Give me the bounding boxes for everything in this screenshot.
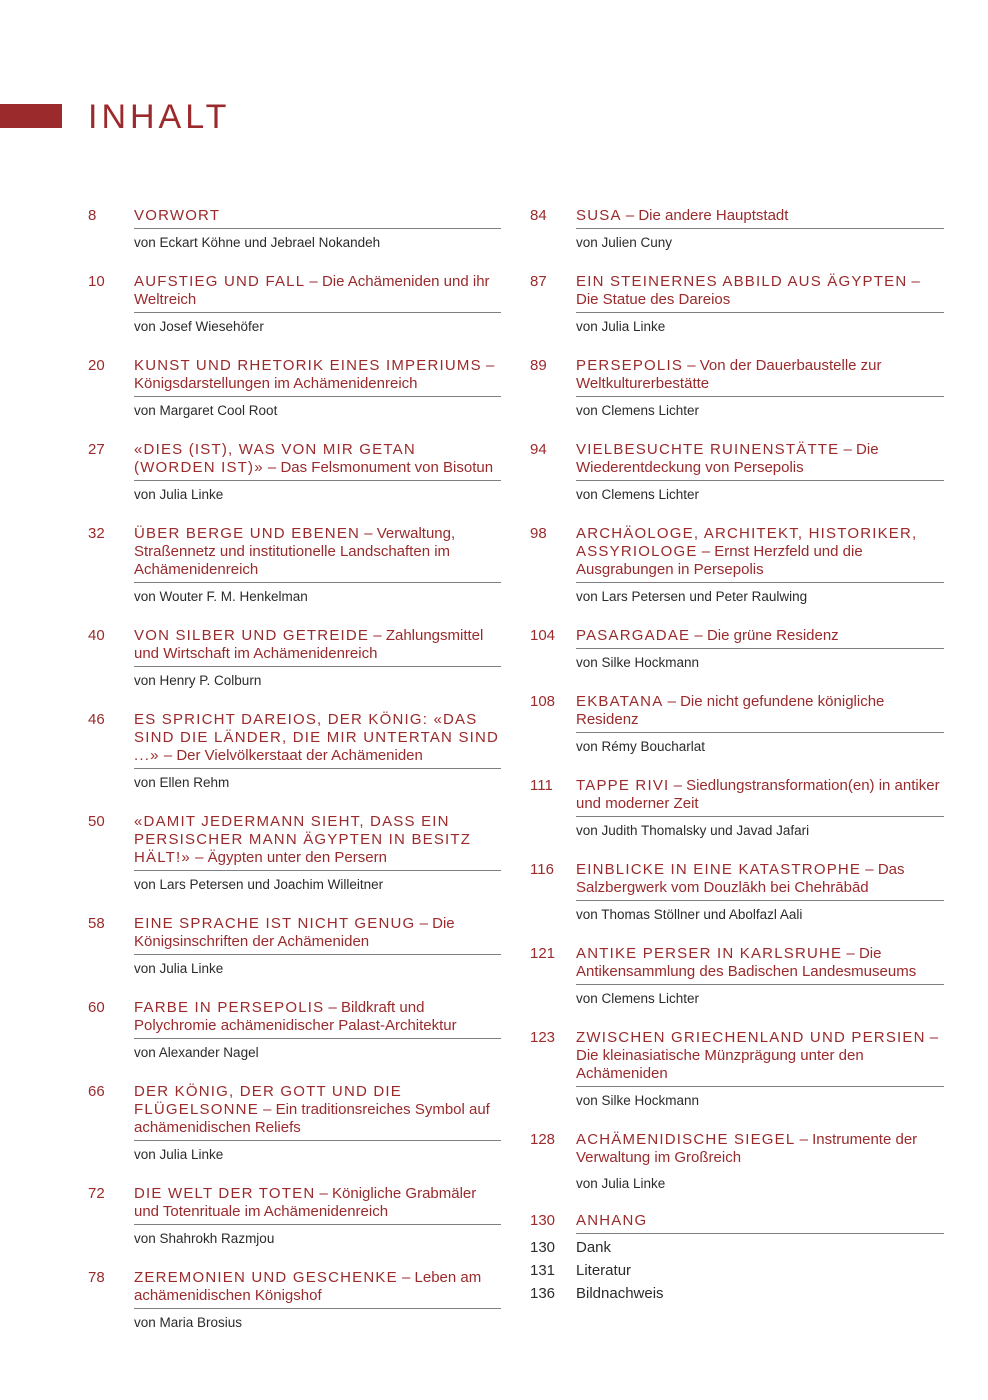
toc-entry[interactable]: [530, 1027, 944, 1109]
entry-author: von Clemens Lichter: [576, 991, 700, 1006]
entry-title: VON SILBER UND GETREIDE – Zahlungsmittel und Wirtschaft im Achämenidenreich: [134, 625, 501, 667]
entry-author: von Josef Wiesehöfer: [134, 319, 264, 334]
entry-title: ARCHÄOLOGE, ARCHITEKT, HISTORIKER, ASSYRIOLOGE – Ernst Herzfeld und die Ausgrabungen in Persepolis: [576, 523, 944, 583]
entry-title: SUSA – Die andere Hauptstadt: [576, 205, 944, 229]
entry-title: ÜBER BERGE UND EBENEN – Verwaltung, Straßennetz und institutionelle Landschaften im Achämenidenreich: [134, 523, 501, 583]
toc-entry[interactable]: [530, 943, 944, 1007]
appendix-item[interactable]: [530, 1239, 944, 1257]
toc-entry[interactable]: [88, 913, 501, 977]
page-number: 46: [88, 711, 105, 728]
entry-author: von Lars Petersen und Peter Raulwing: [576, 589, 808, 604]
toc-entry[interactable]: [88, 997, 501, 1061]
toc-entry[interactable]: [530, 1129, 944, 1192]
entry-title: EKBATANA – Die nicht gefundene königliche Residenz: [576, 691, 944, 733]
page-number: 108: [530, 693, 556, 710]
entry-title: DER KÖNIG, DER GOTT UND DIE FLÜGELSONNE – Ein traditionsreiches Symbol auf achämenidischen Reliefs: [134, 1081, 501, 1141]
toc-entry[interactable]: [88, 439, 501, 503]
entry-author: von Margaret Cool Root: [134, 403, 278, 418]
toc-entry[interactable]: [88, 811, 501, 893]
page-number: 87: [530, 273, 547, 290]
entry-author: von Ellen Rehm: [134, 775, 230, 790]
page-number: 72: [88, 1185, 105, 1202]
toc-entry[interactable]: [530, 859, 944, 923]
entry-title: «DIES (IST), WAS VON MIR GETAN (WORDEN IST)» – Das Felsmonument von Bisotun: [134, 439, 501, 481]
appendix-item[interactable]: [530, 1285, 944, 1303]
page-number: 128: [530, 1131, 556, 1148]
entry-author: von Shahrokh Razmjou: [134, 1231, 275, 1246]
entry-author: von Julia Linke: [134, 961, 224, 976]
entry-title: ACHÄMENIDISCHE SIEGEL – Instrumente der Verwaltung im Großreich: [576, 1131, 918, 1166]
page-number: 94: [530, 441, 547, 458]
entry-author: von Lars Petersen und Joachim Willeitner: [134, 877, 384, 892]
page-number: 20: [88, 357, 105, 374]
entry-title: ANTIKE PERSER IN KARLSRUHE – Die Antikensammlung des Badischen Landesmuseums: [576, 943, 944, 985]
appendix-title: ANHANG: [576, 1210, 944, 1234]
page-number: 130: [530, 1212, 556, 1229]
entry-title: «DAMIT JEDERMANN SIEHT, DASS EIN PERSISCHER MANN ÄGYPTEN IN BESITZ HÄLT!» – Ägypten unter den Persern: [134, 811, 501, 871]
entry-title: KUNST UND RHETORIK EINES IMPERIUMS – Königsdarstellungen im Achämenidenreich: [134, 355, 501, 397]
appendix-section: [530, 1210, 944, 1303]
page-title: INHALT: [88, 98, 231, 136]
page-number: 58: [88, 915, 105, 932]
toc-entry[interactable]: [530, 271, 944, 335]
entry-author: von Wouter F. M. Henkelman: [134, 589, 308, 604]
entry-author: von Julien Cuny: [576, 235, 673, 250]
entry-author: von Julia Linke: [134, 487, 224, 502]
toc-entry[interactable]: [530, 205, 944, 251]
entry-author: von Judith Thomalsky und Javad Jafari: [576, 823, 810, 838]
page-number: 8: [88, 207, 97, 224]
entry-author: von Alexander Nagel: [134, 1045, 259, 1060]
page-number: 84: [530, 207, 547, 224]
entry-title: FARBE IN PERSEPOLIS – Bildkraft und Polychromie achämenidischer Palast-Architektur: [134, 997, 501, 1039]
toc-entry[interactable]: [530, 523, 944, 605]
entry-author: von Silke Hockmann: [576, 1093, 700, 1108]
entry-title: TAPPE RIVI – Siedlungstransformation(en) in antiker und moderner Zeit: [576, 775, 944, 817]
page-number: 136: [530, 1285, 556, 1302]
page-number: 32: [88, 525, 105, 542]
entry-author: von Julia Linke: [576, 319, 666, 334]
appendix-item[interactable]: [530, 1262, 944, 1280]
page-number: 121: [530, 945, 556, 962]
page-number: 40: [88, 627, 105, 644]
appendix-item-label: Bildnachweis: [576, 1285, 664, 1302]
entry-author: von Maria Brosius: [134, 1315, 243, 1330]
page-number: 104: [530, 627, 556, 644]
appendix-item-label: Literatur: [576, 1262, 632, 1279]
toc-entry[interactable]: [88, 271, 501, 335]
toc-entry[interactable]: [88, 523, 501, 605]
page-number: 130: [530, 1239, 556, 1256]
toc-entry[interactable]: [88, 709, 501, 791]
toc-column-right: [530, 205, 944, 1192]
toc-entry[interactable]: [530, 355, 944, 419]
entry-author: von Rémy Boucharlat: [576, 739, 706, 754]
appendix-item-label: Dank: [576, 1239, 612, 1256]
entry-title: ZWISCHEN GRIECHENLAND UND PERSIEN – Die kleinasiatische Münzprägung unter den Achämeniden: [576, 1027, 944, 1087]
toc-entry[interactable]: [530, 439, 944, 503]
entry-author: von Thomas Stöllner und Abolfazl Aali: [576, 907, 803, 922]
entry-title: ES SPRICHT DAREIOS, DER KÖNIG: «DAS SIND DIE LÄNDER, DIE MIR UNTERTAN SIND ...» – Der Vielvölkerstaat der Achämeniden: [134, 709, 501, 769]
toc-entry[interactable]: [530, 691, 944, 755]
page-number: 60: [88, 999, 105, 1016]
toc-entry[interactable]: [88, 205, 501, 251]
toc-entry[interactable]: [88, 1081, 501, 1163]
page-number: 66: [88, 1083, 105, 1100]
toc-column-left: [88, 205, 501, 1331]
page-number: 111: [530, 777, 553, 794]
appendix-heading[interactable]: [530, 1210, 944, 1234]
page-number: 131: [530, 1262, 556, 1279]
entry-title: PASARGADAE – Die grüne Residenz: [576, 625, 944, 649]
entry-title: AUFSTIEG UND FALL – Die Achämeniden und ihr Weltreich: [134, 271, 501, 313]
entry-author: von Clemens Lichter: [576, 487, 700, 502]
entry-author: von Clemens Lichter: [576, 403, 700, 418]
toc-entry[interactable]: [88, 355, 501, 419]
page-number: 98: [530, 525, 547, 542]
entry-title: PERSEPOLIS – Von der Dauerbaustelle zur Weltkulturerbestätte: [576, 355, 944, 397]
entry-title: VORWORT: [134, 205, 501, 229]
entry-title: ZEREMONIEN UND GESCHENKE – Leben am achämenidischen Königshof: [134, 1267, 501, 1309]
page-number: 123: [530, 1029, 556, 1046]
entry-title: EINBLICKE IN EINE KATASTROPHE – Das Salzbergwerk vom Douzlākh bei Chehrābād: [576, 859, 944, 901]
entry-title: VIELBESUCHTE RUINENSTÄTTE – Die Wiederentdeckung von Persepolis: [576, 439, 944, 481]
toc-entry[interactable]: [530, 775, 944, 839]
toc-entry[interactable]: [88, 625, 501, 689]
toc-entry[interactable]: [88, 1267, 501, 1331]
entry-title: EINE SPRACHE IST NICHT GENUG – Die Königsinschriften der Achämeniden: [134, 913, 501, 955]
entry-author: von Julia Linke: [576, 1176, 666, 1191]
page-number: 78: [88, 1269, 105, 1286]
entry-author: von Julia Linke: [134, 1147, 224, 1162]
toc-entry[interactable]: [88, 1183, 501, 1247]
page-number: 89: [530, 357, 547, 374]
entry-author: von Silke Hockmann: [576, 655, 700, 670]
page-number: 10: [88, 273, 105, 290]
title-accent-bar: [0, 104, 62, 128]
entry-author: von Eckart Köhne und Jebrael Nokandeh: [134, 235, 381, 250]
toc-entry[interactable]: [530, 625, 944, 671]
entry-title: DIE WELT DER TOTEN – Königliche Grabmäler und Totenrituale im Achämenidenreich: [134, 1183, 501, 1225]
entry-author: von Henry P. Colburn: [134, 673, 262, 688]
page-number: 116: [530, 861, 554, 878]
entry-title: EIN STEINERNES ABBILD AUS ÄGYPTEN – Die Statue des Dareios: [576, 271, 944, 313]
page-number: 50: [88, 813, 105, 830]
page-number: 27: [88, 441, 105, 458]
